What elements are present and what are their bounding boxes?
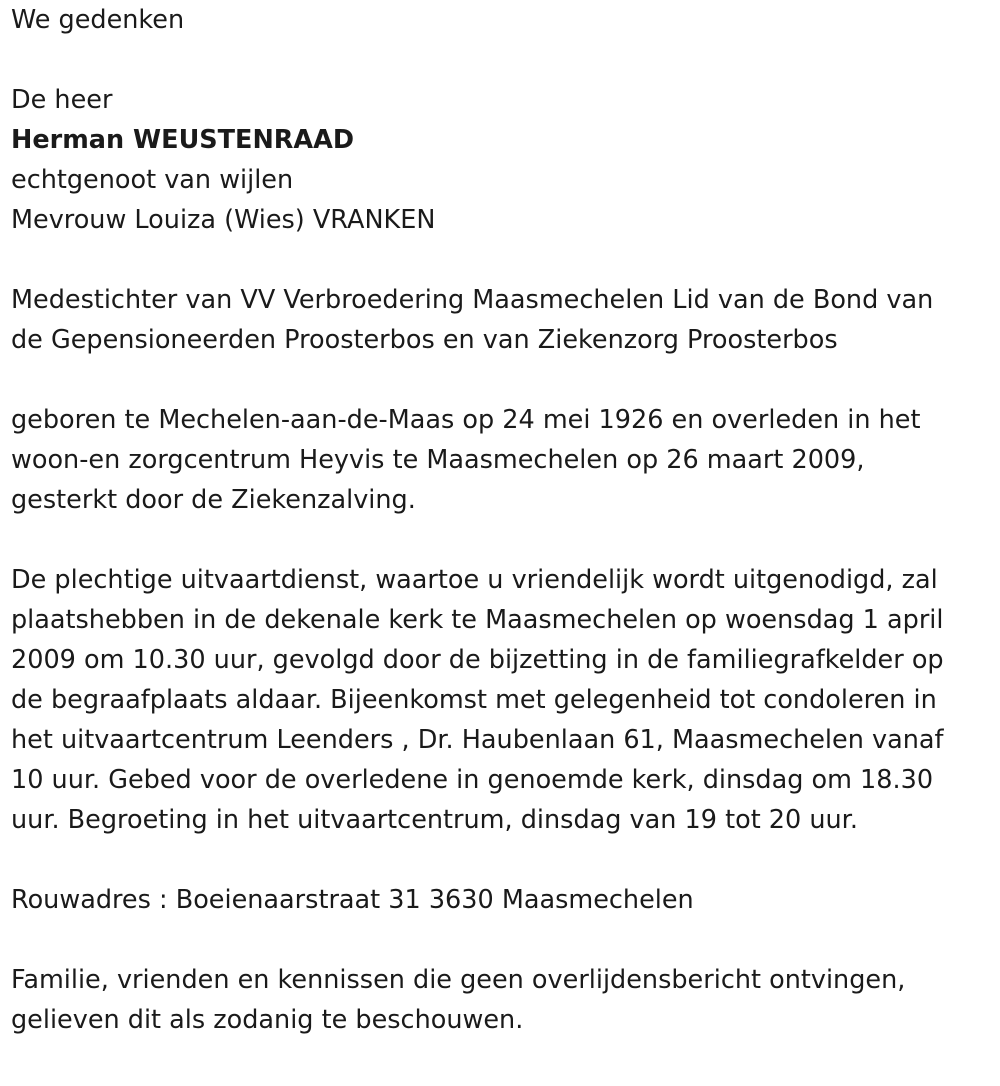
spacer xyxy=(11,840,991,880)
mourning-address: Rouwadres : Boeienaarstraat 31 3630 Maasmechelen xyxy=(11,885,694,915)
paragraph-line: 2009 om 10.30 uur, gevolgd door de bijzetting in de familiegrafkelder op xyxy=(11,645,944,675)
life-paragraph xyxy=(11,400,991,520)
ceremony-paragraph xyxy=(11,560,991,840)
closing-paragraph xyxy=(11,960,991,1040)
obituary-notice xyxy=(11,0,991,1040)
spouse-name: Mevrouw Louiza (Wies) VRANKEN xyxy=(11,205,436,235)
paragraph-line: gesterkt door de Ziekenzalving. xyxy=(11,485,416,515)
spacer xyxy=(11,40,991,80)
paragraph-line: de Gepensioneerden Proosterbos en van Ziekenzorg Proosterbos xyxy=(11,325,838,355)
spacer xyxy=(11,520,991,560)
deceased-name: Herman WEUSTENRAAD xyxy=(11,125,355,155)
spacer xyxy=(11,920,991,960)
intro-heading: We gedenken xyxy=(11,5,185,35)
paragraph-line: uur. Begroeting in het uitvaartcentrum, dinsdag van 19 tot 20 uur. xyxy=(11,805,858,835)
relation-text: echtgenoot van wijlen xyxy=(11,165,294,195)
paragraph-line: woon-en zorgcentrum Heyvis te Maasmechelen op 26 maart 2009, xyxy=(11,445,865,475)
paragraph-line: geboren te Mechelen-aan-de-Maas op 24 mei 1926 en overleden in het xyxy=(11,405,921,435)
paragraph-line: plaatshebben in de dekenale kerk te Maasmechelen op woensdag 1 april xyxy=(11,605,944,635)
paragraph-line: De plechtige uitvaartdienst, waartoe u vriendelijk wordt uitgenodigd, zal xyxy=(11,565,938,595)
paragraph-line: Medestichter van VV Verbroedering Maasmechelen Lid van de Bond van xyxy=(11,285,934,315)
salutation: De heer xyxy=(11,85,113,115)
affiliations-paragraph xyxy=(11,280,991,360)
paragraph-line: het uitvaartcentrum Leenders , Dr. Haubenlaan 61, Maasmechelen vanaf xyxy=(11,725,944,755)
paragraph-line: gelieven dit als zodanig te beschouwen. xyxy=(11,1005,524,1035)
spacer xyxy=(11,360,991,400)
paragraph-line: 10 uur. Gebed voor de overledene in genoemde kerk, dinsdag om 18.30 xyxy=(11,765,934,795)
paragraph-line: de begraafplaats aldaar. Bijeenkomst met gelegenheid tot condoleren in xyxy=(11,685,937,715)
spacer xyxy=(11,240,991,280)
paragraph-line: Familie, vrienden en kennissen die geen overlijdensbericht ontvingen, xyxy=(11,965,906,995)
